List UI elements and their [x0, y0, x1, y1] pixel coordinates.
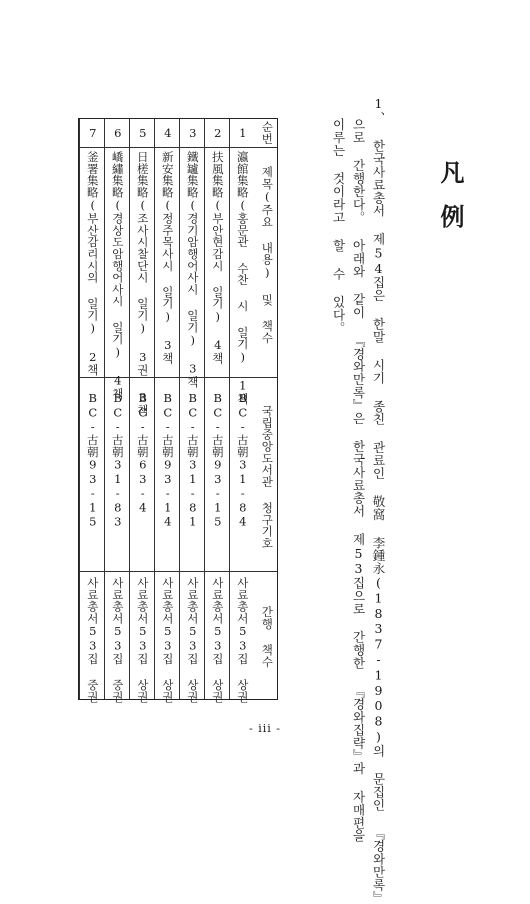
row-call-no: BC-古朝63-4 — [135, 391, 150, 515]
row-title: 日槎集略(조사시찰단시 일기) 3권 3책 — [135, 151, 150, 417]
table-header-row — [254, 119, 279, 699]
paragraph-line-1: 1、 한국사료총서 제54집은 한말 시기 종친 관료인 敬窩 李鍾永(1837-1908)의 문집인 『경와만록』 — [371, 96, 386, 904]
row-num: 4 — [160, 125, 175, 141]
row-call-no: BC-古朝93-15 — [210, 391, 225, 529]
paragraph-line-2: 으로 간행한다。 아래와 같이 『경와만록』은 한국사료총서 제53집으로 간행한 『경와집략』과 자매편을 — [351, 118, 366, 843]
row-call-no: BC-古朝93-15 — [85, 391, 100, 529]
row-publication: 사료총서53집 상권 — [135, 577, 150, 703]
table-row — [129, 119, 154, 703]
page-title: 凡例 — [436, 160, 465, 248]
row-call-no: BC-古朝31-83 — [110, 391, 125, 529]
row-title: 嶠繡集略(경상도암행어사시 일기) 4책 — [110, 151, 125, 400]
row-publication: 사료총서53집 상권 — [160, 577, 175, 703]
row-publication: 사료총서53집 중권 — [85, 577, 100, 703]
page-number: - iii - — [249, 722, 281, 735]
row-num: 3 — [185, 125, 200, 141]
table-row — [229, 119, 254, 703]
row-num: 6 — [110, 125, 125, 141]
row-publication: 사료총서53집 중권 — [110, 577, 125, 703]
table-row — [204, 119, 229, 703]
row-title: 釜署集略(부산감리시의 일기) 2책 — [85, 151, 100, 376]
row-publication: 사료총서53집 상권 — [210, 577, 225, 703]
paragraph-line-3: 이루는 것이라고 할 수 있다。 — [331, 118, 346, 335]
row-publication: 사료총서53집 상권 — [235, 577, 250, 703]
row-num: 5 — [135, 125, 150, 141]
row-title: 扶風集略(부안현감시 일기) 4책 — [210, 151, 225, 365]
header-title: 제목(주요 내용) 및 책수 — [260, 166, 275, 344]
row-publication: 사료총서53집 상권 — [185, 577, 200, 703]
row-title: 鐵罏集略(경기암행어사시 일기) 3책 — [185, 151, 200, 388]
row-title: 新安集略(정주목사시 일기) 3책 — [160, 151, 175, 365]
row-num: 7 — [85, 125, 100, 141]
header-publication: 간행 책수 — [260, 606, 275, 668]
row-call-no: BC-古朝31-81 — [185, 391, 200, 529]
row-num: 1 — [235, 125, 250, 141]
header-call-no: 국립중앙도서관 청구기호 — [260, 404, 275, 550]
table-row — [104, 119, 129, 703]
table-row — [154, 119, 179, 703]
row-num: 2 — [210, 125, 225, 141]
collection-table — [78, 118, 278, 703]
row-call-no: BC-古朝31-84 — [235, 391, 250, 529]
table-row — [79, 119, 104, 703]
table-row — [179, 119, 204, 703]
header-num: 순번 — [260, 121, 275, 145]
row-call-no: BC-古朝93-14 — [160, 391, 175, 529]
row-title: 瀛館集略(홍문관 수찬 시 일기) 1책 — [235, 151, 250, 405]
